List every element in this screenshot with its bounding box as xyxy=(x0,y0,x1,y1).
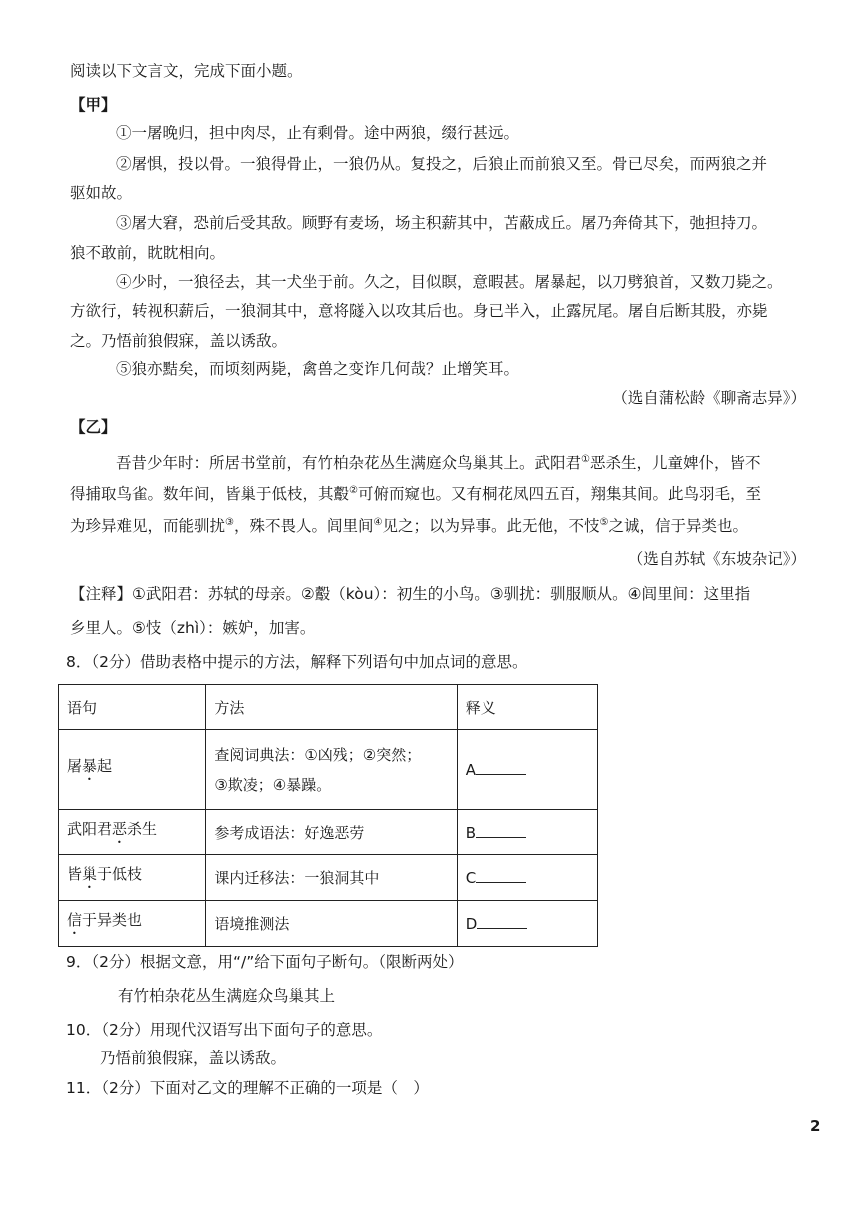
footnote-marker-1: ① xyxy=(581,453,590,465)
footnote-marker-5: ⑤ xyxy=(599,516,609,528)
row-c-sentence xyxy=(59,855,206,901)
row-a-pre: 屠 xyxy=(67,757,83,775)
row-a-post: 起 xyxy=(97,757,113,775)
passage-jia-label: 【甲】 xyxy=(70,95,117,114)
row-d-answer[interactable] xyxy=(457,901,597,947)
reading-instruction: 阅读以下文言文，完成下面小题。 xyxy=(70,62,303,80)
row-b-pre: 武阳君 xyxy=(67,819,113,838)
row-b-method: 参考成语法：好逸恶劳 xyxy=(206,810,457,855)
yi-line-1-text-a: 吾昔少年时：所居书堂前，有竹柏杂花丛生满庭众鸟巢其上。武阳君 xyxy=(116,454,582,472)
jia-source: （选自蒲松龄《聊斋志异》） xyxy=(612,389,806,407)
passage-yi-label: 【乙】 xyxy=(70,417,117,436)
answer-label-b: B xyxy=(465,823,476,842)
footnote-marker-4: ④ xyxy=(373,516,383,528)
question-9-prompt: 9．（2分）根据文意，用“/”给下面句子断句。（限断两处） xyxy=(66,953,464,971)
footnote-marker-3: ③ xyxy=(225,516,234,528)
row-c-post: 于低枝 xyxy=(97,865,143,883)
answer-label-d: D xyxy=(465,915,478,933)
footnote-marker-2: ② xyxy=(349,484,358,496)
table-row xyxy=(59,730,598,810)
question-11-prompt: 11．（2分）下面对乙文的理解不正确的一项是（ ） xyxy=(66,1079,429,1097)
answer-blank-d[interactable] xyxy=(477,914,527,929)
answer-blank-c[interactable] xyxy=(476,868,526,883)
question-10-prompt: 10．（2分）用现代汉语写出下面句子的意思。 xyxy=(66,1021,383,1039)
answer-label-c: C xyxy=(465,869,477,887)
yi-line-3-text-d: 之诚，信于异类也。 xyxy=(608,517,748,535)
row-d-post: 于异类也 xyxy=(82,911,143,929)
row-a-sentence xyxy=(59,730,206,810)
table-header-row xyxy=(59,685,598,730)
jia-paragraph-4-line-1: ④少时，一狼径去，其一犬坐于前。久之，目似瞑，意暇甚。屠暴起，以刀劈狼首，又数刀毙之。 xyxy=(116,273,783,291)
question-8-prompt: 8．（2分）借助表格中提示的方法，解释下列语句中加点词的意思。 xyxy=(66,653,528,671)
table-row xyxy=(59,855,598,901)
yi-line-3 xyxy=(70,515,810,537)
row-a-dotted-word: 暴 xyxy=(82,757,98,775)
answer-blank-b[interactable] xyxy=(476,823,526,838)
header-method: 方法 xyxy=(206,685,457,730)
row-b-answer[interactable] xyxy=(457,810,597,855)
row-a-method-line-1: 查阅词典法：①凶残；②突然； xyxy=(214,745,422,764)
jia-paragraph-2-line-1: ②屠惧，投以骨。一狼得骨止，一狼仍从。复投之，后狼止而前狼又至。骨已尽矣，而两狼之并 xyxy=(116,155,768,173)
row-a-answer[interactable] xyxy=(457,730,597,810)
yi-line-3-text-c: 见之；以为异事。此无他，不忮 xyxy=(382,517,600,535)
yi-line-3-text-b: ，殊不畏人。闾里间 xyxy=(233,517,374,535)
row-b-post: 杀生 xyxy=(127,819,158,838)
row-c-dotted-word: 巢 xyxy=(82,865,98,883)
annotation-line-2: 乡里人。⑤忮（zhì）：嫉妒，加害。 xyxy=(70,619,316,637)
yi-line-2-text-a: 得捕取鸟雀。数年间，皆巢于低枝，其鷇 xyxy=(70,485,350,503)
page-number: 2 xyxy=(810,1117,821,1135)
jia-paragraph-3-line-2: 狼不敢前，眈眈相向。 xyxy=(70,244,226,262)
yi-source: （选自苏轼《东坡杂记》） xyxy=(627,550,806,568)
yi-line-2-text-b: 可俯而窥也。又有桐花凤四五百，翔集其间。此鸟羽毛，至 xyxy=(357,485,761,503)
yi-line-1 xyxy=(116,452,810,474)
jia-paragraph-4-line-3: 之。乃悟前狼假寐，盖以诱敌。 xyxy=(70,332,288,350)
table-row xyxy=(59,901,598,947)
row-c-answer[interactable] xyxy=(457,855,597,901)
row-c-pre: 皆 xyxy=(67,865,83,883)
row-a-method-line-2: ③欺凌；④暴躁。 xyxy=(214,775,332,794)
yi-line-1-text-b: 恶杀生，儿童婢仆，皆不 xyxy=(589,454,761,472)
yi-line-3-text-a: 为珍异难见，而能驯扰 xyxy=(70,517,226,535)
row-d-sentence xyxy=(59,901,206,947)
row-d-dotted-word: 信 xyxy=(67,911,83,929)
answer-blank-a[interactable] xyxy=(476,760,526,775)
yi-line-2 xyxy=(70,483,810,505)
row-b-sentence xyxy=(59,810,206,855)
row-c-method: 课内迁移法：一狼洞其中 xyxy=(206,855,457,901)
row-d-method: 语境推测法 xyxy=(206,901,457,947)
jia-paragraph-2-line-2: 驱如故。 xyxy=(70,184,133,202)
annotation-line-1: 【注释】①武阳君：苏轼的母亲。②鷇（kòu）：初生的小鸟。③驯扰：驯服顺从。④闾里间：这里指 xyxy=(70,585,751,603)
jia-paragraph-1: ①一屠晚归，担中肉尽，止有剩骨。途中两狼，缀行甚远。 xyxy=(116,124,520,142)
question-8-table xyxy=(58,684,598,947)
jia-paragraph-3-line-1: ③屠大窘，恐前后受其敌。顾野有麦场，场主积薪其中，苫蔽成丘。屠乃奔倚其下，弛担持刀。 xyxy=(116,214,768,232)
question-9-sentence: 有竹柏杂花丛生满庭众鸟巢其上 xyxy=(118,987,336,1005)
table-row xyxy=(59,810,598,855)
header-meaning: 释义 xyxy=(457,685,597,730)
answer-label-a: A xyxy=(465,761,476,779)
jia-paragraph-4-line-2: 方欲行，转视积薪后，一狼洞其中，意将隧入以攻其后也。身已半入，止露尻尾。屠自后断其股，亦毙 xyxy=(70,302,768,320)
row-b-dotted-word: 恶 xyxy=(112,819,128,838)
jia-paragraph-5: ⑤狼亦黠矣，而顷刻两毙，禽兽之变诈几何哉？止增笑耳。 xyxy=(116,360,520,378)
row-a-method xyxy=(206,730,457,810)
header-sentence: 语句 xyxy=(59,685,206,730)
question-10-sentence: 乃悟前狼假寐，盖以诱敌。 xyxy=(100,1049,287,1067)
